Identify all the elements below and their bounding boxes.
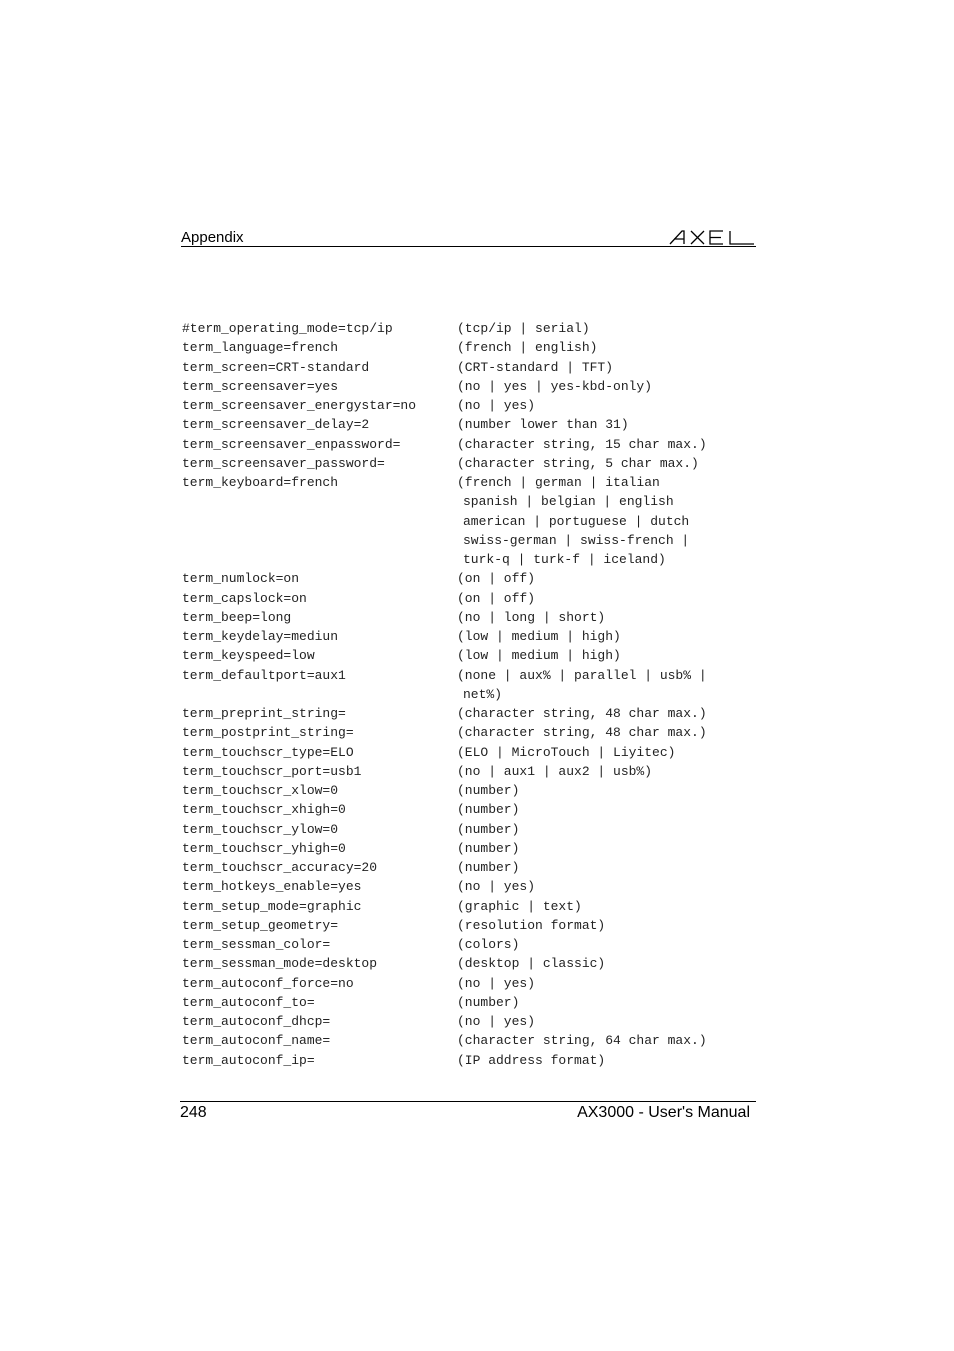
config-key: term_screensaver_energystar=no bbox=[182, 398, 417, 413]
config-value: (low | medium | high) bbox=[457, 629, 621, 644]
config-row bbox=[182, 358, 762, 377]
config-key: term_capslock=on bbox=[182, 590, 307, 606]
config-row bbox=[182, 858, 762, 877]
config-value: net%) bbox=[463, 686, 503, 702]
config-value: (number) bbox=[457, 802, 520, 818]
manual-title: AX3000 - User's Manual bbox=[577, 1104, 750, 1121]
config-row bbox=[182, 608, 762, 627]
config-value: (no | long | short) bbox=[457, 609, 606, 625]
config-row bbox=[182, 319, 762, 338]
config-value: (ELO | MicroTouch | Liyitec) bbox=[457, 744, 676, 760]
config-value: (character string, 64 char max.) bbox=[457, 1033, 707, 1049]
config-key: term_numlock=on bbox=[182, 571, 300, 587]
config-row bbox=[182, 627, 762, 646]
config-value: swiss-german | swiss-french | bbox=[463, 532, 690, 548]
config-value: (number) bbox=[457, 840, 520, 856]
page-footer bbox=[180, 1101, 756, 1126]
config-key: term_language=french bbox=[182, 340, 339, 356]
config-value: spanish | belgian | english bbox=[463, 494, 674, 510]
config-row-continuation bbox=[182, 550, 762, 569]
config-value: (none | aux% | parallel | usb% | bbox=[457, 667, 707, 683]
config-value: (character string, 48 char max.) bbox=[457, 706, 707, 721]
config-value: (resolution format) bbox=[457, 917, 606, 933]
config-value: (graphic | text) bbox=[457, 898, 582, 914]
config-row bbox=[182, 1031, 762, 1050]
config-row bbox=[182, 993, 762, 1012]
config-value: (no | yes) bbox=[457, 975, 536, 991]
config-row-continuation bbox=[182, 512, 762, 531]
config-key: term_keyspeed=low bbox=[182, 648, 315, 664]
config-key: term_screensaver_password= bbox=[182, 455, 385, 471]
config-key: term_touchscr_xhigh=0 bbox=[182, 802, 346, 818]
config-value: (number) bbox=[457, 821, 520, 837]
config-row-continuation bbox=[182, 531, 762, 550]
config-key: term_screensaver=yes bbox=[182, 378, 339, 394]
config-key: term_touchscr_xlow=0 bbox=[182, 783, 339, 798]
config-key: term_touchscr_ylow=0 bbox=[182, 821, 339, 837]
config-key: term_defaultport=aux1 bbox=[182, 667, 346, 683]
config-key: term_preprint_string= bbox=[182, 706, 346, 721]
config-row bbox=[182, 743, 762, 762]
config-key: term_setup_mode=graphic bbox=[182, 898, 362, 914]
config-row bbox=[182, 800, 762, 819]
config-value: (tcp/ip | serial) bbox=[457, 321, 590, 336]
config-value: turk-q | turk-f | iceland) bbox=[463, 552, 666, 567]
config-key: term_autoconf_to= bbox=[182, 994, 315, 1010]
config-row bbox=[182, 916, 762, 935]
config-key: term_touchscr_yhigh=0 bbox=[182, 840, 346, 856]
config-value: (french | german | italian bbox=[457, 475, 660, 490]
config-key: term_screensaver_enpassword= bbox=[182, 436, 401, 452]
config-row bbox=[182, 569, 762, 588]
config-value: (no | yes | yes-kbd-only) bbox=[457, 378, 653, 394]
config-row bbox=[182, 377, 762, 396]
config-value: (no | yes) bbox=[457, 398, 536, 413]
config-row bbox=[182, 935, 762, 954]
axel-logo bbox=[668, 226, 756, 246]
config-row bbox=[182, 1051, 762, 1070]
config-key: term_keyboard=french bbox=[182, 475, 339, 490]
config-key: term_autoconf_force=no bbox=[182, 975, 354, 991]
config-value: (on | off) bbox=[457, 590, 536, 606]
config-row bbox=[182, 723, 762, 742]
config-value: (on | off) bbox=[457, 571, 536, 587]
config-key: term_hotkeys_enable=yes bbox=[182, 879, 362, 895]
config-key: term_touchscr_type=ELO bbox=[182, 744, 354, 760]
config-row bbox=[182, 762, 762, 781]
config-row bbox=[182, 820, 762, 839]
config-row bbox=[182, 666, 762, 685]
page-number: 248 bbox=[180, 1104, 207, 1121]
config-row bbox=[182, 415, 762, 434]
config-key: term_touchscr_port=usb1 bbox=[182, 763, 362, 779]
config-value: (character string, 5 char max.) bbox=[457, 455, 699, 471]
config-row bbox=[182, 974, 762, 993]
page-header bbox=[181, 226, 756, 247]
config-row bbox=[182, 396, 762, 415]
config-row bbox=[182, 435, 762, 454]
config-row bbox=[182, 704, 762, 723]
config-key: term_touchscr_accuracy=20 bbox=[182, 860, 378, 875]
config-row bbox=[182, 589, 762, 608]
config-value: (no | aux1 | aux2 | usb%) bbox=[457, 763, 653, 779]
config-key: term_screensaver_delay=2 bbox=[182, 417, 370, 433]
config-value: (number) bbox=[457, 783, 520, 798]
config-row-continuation bbox=[182, 685, 762, 704]
config-row bbox=[182, 646, 762, 665]
config-value: (character string, 48 char max.) bbox=[457, 725, 707, 741]
config-value: (desktop | classic) bbox=[457, 956, 606, 972]
config-row bbox=[182, 1012, 762, 1031]
config-key: term_autoconf_ip= bbox=[182, 1052, 315, 1068]
section-title: Appendix bbox=[181, 229, 244, 246]
config-listing bbox=[182, 319, 762, 1070]
config-key: term_beep=long bbox=[182, 609, 292, 625]
config-key: term_postprint_string= bbox=[182, 725, 354, 741]
config-key: term_screen=CRT-standard bbox=[182, 359, 370, 375]
config-value: (no | yes) bbox=[457, 879, 536, 895]
config-row bbox=[182, 877, 762, 896]
config-row bbox=[182, 473, 762, 492]
config-row bbox=[182, 454, 762, 473]
config-row bbox=[182, 781, 762, 800]
config-key: term_autoconf_name= bbox=[182, 1033, 331, 1049]
config-value: (character string, 15 char max.) bbox=[457, 436, 707, 452]
config-value: american | portuguese | dutch bbox=[463, 513, 690, 529]
config-row bbox=[182, 839, 762, 858]
config-value: (number) bbox=[457, 860, 520, 875]
config-value: (colors) bbox=[457, 937, 520, 952]
config-value: (number) bbox=[457, 994, 520, 1010]
config-value: (IP address format) bbox=[457, 1052, 606, 1068]
config-value: (french | english) bbox=[457, 340, 598, 356]
config-row bbox=[182, 954, 762, 973]
config-row-continuation bbox=[182, 492, 762, 511]
config-row bbox=[182, 897, 762, 916]
config-value: (number lower than 31) bbox=[457, 417, 629, 433]
config-value: (no | yes) bbox=[457, 1014, 536, 1029]
config-key: term_keydelay=mediun bbox=[182, 629, 339, 644]
config-key: term_autoconf_dhcp= bbox=[182, 1014, 331, 1029]
config-key: #term_operating_mode=tcp/ip bbox=[182, 321, 393, 336]
config-row bbox=[182, 338, 762, 357]
config-value: (CRT-standard | TFT) bbox=[457, 359, 614, 375]
config-key: term_sessman_mode=desktop bbox=[182, 956, 378, 972]
config-value: (low | medium | high) bbox=[457, 648, 621, 664]
config-key: term_setup_geometry= bbox=[182, 917, 339, 933]
config-key: term_sessman_color= bbox=[182, 937, 331, 952]
